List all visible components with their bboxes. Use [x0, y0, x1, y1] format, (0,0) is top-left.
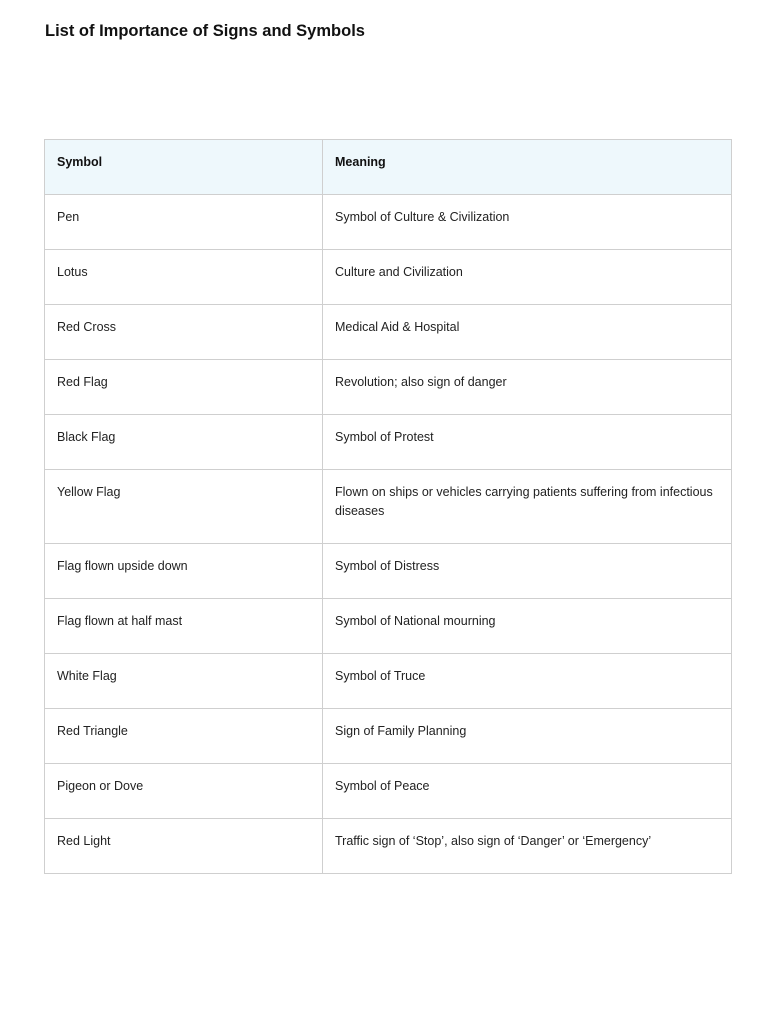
meaning-cell: Traffic sign of ‘Stop’, also sign of ‘Danger’ or ‘Emergency’ [323, 819, 732, 874]
table-row [45, 599, 732, 654]
meaning-cell: Symbol of National mourning [323, 599, 732, 654]
symbol-cell: Red Flag [45, 360, 323, 415]
table-row [45, 819, 732, 874]
meaning-cell: Symbol of Culture & Civilization [323, 195, 732, 250]
meaning-cell: Culture and Civilization [323, 250, 732, 305]
meaning-cell: Symbol of Truce [323, 654, 732, 709]
table-row [45, 250, 732, 305]
meaning-cell: Symbol of Protest [323, 415, 732, 470]
table-row [45, 544, 732, 599]
symbols-table-container [44, 139, 731, 874]
table-row [45, 654, 732, 709]
symbol-cell: White Flag [45, 654, 323, 709]
page-title: List of Importance of Signs and Symbols [45, 22, 365, 40]
table-row [45, 305, 732, 360]
table-row [45, 764, 732, 819]
symbol-cell: Yellow Flag [45, 470, 323, 544]
column-header-meaning: Meaning [323, 140, 732, 195]
symbol-cell: Red Triangle [45, 709, 323, 764]
symbol-cell: Black Flag [45, 415, 323, 470]
symbol-cell: Pen [45, 195, 323, 250]
symbol-cell: Pigeon or Dove [45, 764, 323, 819]
meaning-cell: Symbol of Distress [323, 544, 732, 599]
table-row [45, 415, 732, 470]
meaning-cell: Medical Aid & Hospital [323, 305, 732, 360]
symbols-table [44, 139, 732, 874]
meaning-cell: Symbol of Peace [323, 764, 732, 819]
symbol-cell: Red Light [45, 819, 323, 874]
meaning-cell: Flown on ships or vehicles carrying patients suffering from infectious diseases [323, 470, 732, 544]
table-row [45, 195, 732, 250]
column-header-symbol: Symbol [45, 140, 323, 195]
table-header-row [45, 140, 732, 195]
symbol-cell: Flag flown at half mast [45, 599, 323, 654]
meaning-cell: Sign of Family Planning [323, 709, 732, 764]
symbol-cell: Lotus [45, 250, 323, 305]
symbol-cell: Flag flown upside down [45, 544, 323, 599]
meaning-cell: Revolution; also sign of danger [323, 360, 732, 415]
table-row [45, 709, 732, 764]
symbol-cell: Red Cross [45, 305, 323, 360]
table-row [45, 470, 732, 544]
table-row [45, 360, 732, 415]
